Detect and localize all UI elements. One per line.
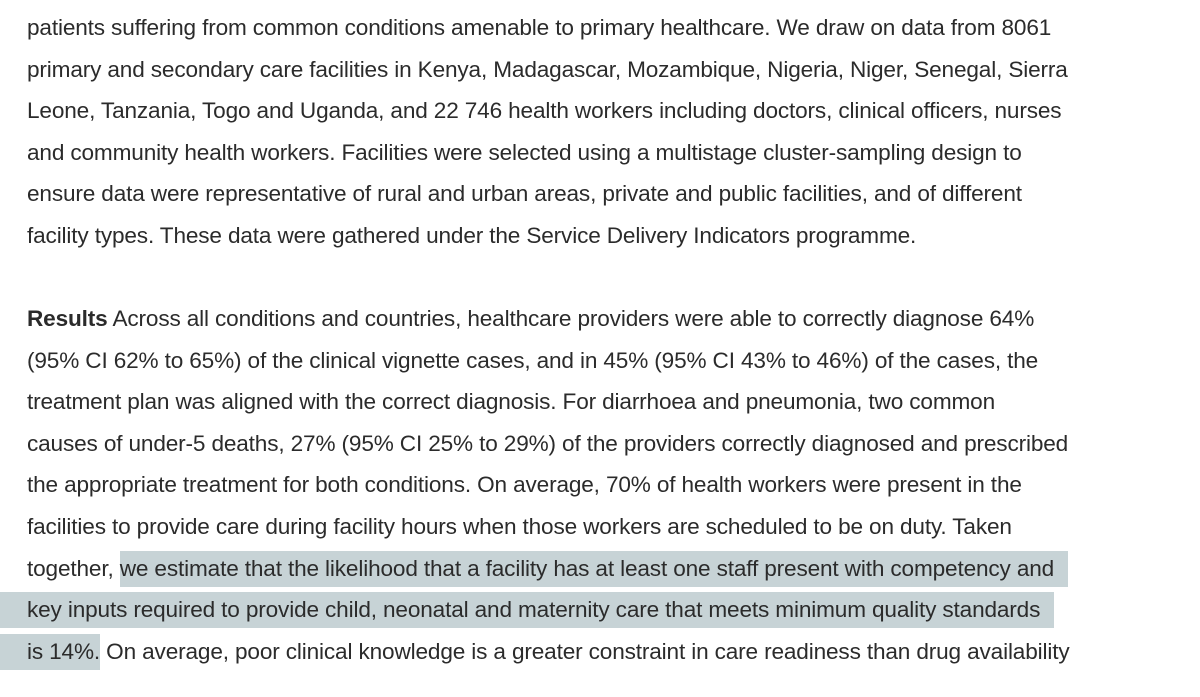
- highlighted-text[interactable]: we estimate that the likelihood that a facility has at least one staff present with competency and: [120, 551, 1068, 587]
- results-line: the appropriate treatment for both conditions. On average, 70% of health workers were present in the: [27, 472, 1022, 498]
- results-label: Results: [27, 306, 108, 331]
- results-line: facilities to provide care during facility hours when those workers are scheduled to be on duty. Taken: [27, 513, 1012, 539]
- highlighted-text[interactable]: key inputs required to provide child, neonatal and maternity care that meets minimum quality standards: [0, 592, 1054, 628]
- methods-line: primary and secondary care facilities in Kenya, Madagascar, Mozambique, Nigeria, Niger, Senegal, Sierra: [27, 56, 1068, 82]
- results-line: [27, 298, 1070, 340]
- highlighted-text[interactable]: is 14%.: [0, 634, 100, 670]
- results-line: [27, 589, 1070, 631]
- results-line: causes of under-5 deaths, 27% (95% CI 25% to 29%) of the providers correctly diagnosed and prescribed: [27, 430, 1069, 456]
- methods-line: and community health workers. Facilities were selected using a multistage cluster-sampling design to: [27, 139, 1022, 165]
- results-line: [27, 548, 1070, 590]
- results-line: [27, 631, 1070, 673]
- results-line: (95% CI 62% to 65%) of the clinical vignette cases, and in 45% (95% CI 43% to 46%) of the cases, the: [27, 347, 1039, 373]
- methods-paragraph: [27, 7, 1068, 257]
- results-line: treatment plan was aligned with the correct diagnosis. For diarrhoea and pneumonia, two common: [27, 389, 996, 415]
- results-paragraph: [27, 298, 1070, 672]
- methods-line: patients suffering from common conditions amenable to primary healthcare. We draw on data from 8061: [27, 15, 1052, 40]
- methods-line: facility types. These data were gathered under the Service Delivery Indicators programme.: [27, 222, 917, 248]
- methods-line: Leone, Tanzania, Togo and Uganda, and 22 746 health workers including doctors, clinical officers, nurses: [27, 98, 1062, 124]
- results-line-text: together,: [27, 555, 120, 581]
- results-line-text: Across all conditions and countries, healthcare providers were able to correctly diagnose 64%: [107, 306, 1035, 331]
- results-line-text: On average, poor clinical knowledge is a greater constraint in care readiness than drug availability: [100, 638, 1070, 664]
- methods-line: ensure data were representative of rural and urban areas, private and public facilities, and of different: [27, 181, 1022, 207]
